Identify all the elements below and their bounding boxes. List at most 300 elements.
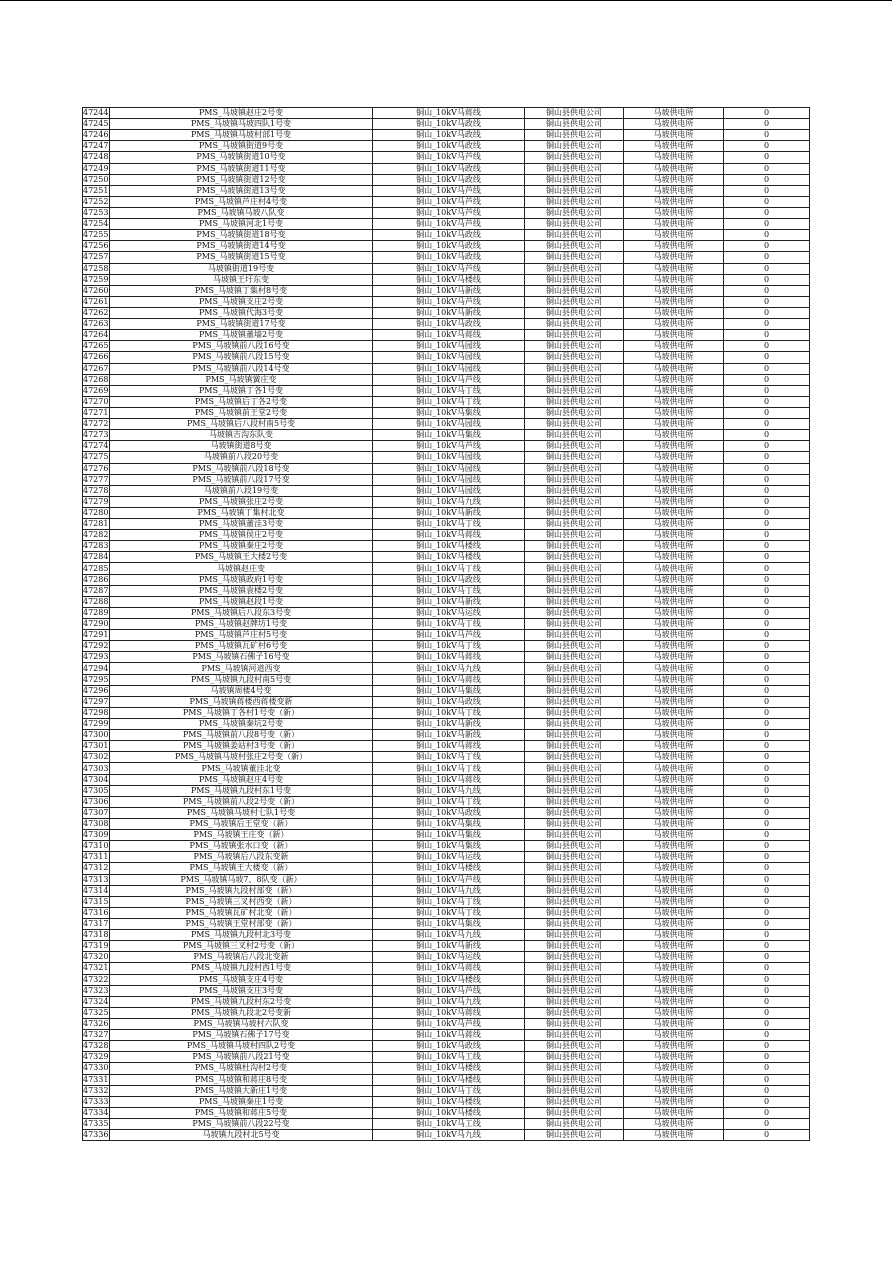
cell-value: 0 — [724, 285, 810, 296]
table-row — [83, 907, 810, 918]
cell-id: 47255 — [83, 230, 109, 240]
cell-line: 铜山_10kV马集线 — [373, 918, 525, 929]
table-row — [83, 885, 810, 896]
cell-name: PMS_马坡镇后丁各2号变 — [110, 396, 373, 407]
cell-name: 马坡镇街道19号变 — [110, 263, 373, 274]
cell-station: 马坡供电所 — [624, 352, 724, 363]
cell-company: 铜山县供电公司 — [525, 1041, 624, 1052]
cell-name: PMS_马坡镇九段村北3号变 — [110, 930, 373, 941]
cell-line: 铜山_10kV马蒋线 — [373, 1007, 525, 1018]
cell-name: PMS_马坡镇支庄4号变 — [110, 974, 373, 985]
cell-id: 47330 — [83, 1063, 109, 1073]
cell-id: 47325 — [83, 1007, 109, 1017]
table-row — [83, 707, 810, 718]
cell-value: 0 — [724, 1030, 810, 1041]
cell-id: 47335 — [83, 1119, 109, 1128]
table-row — [83, 852, 810, 863]
cell-name: PMS_马坡镇丁集村北变 — [110, 507, 373, 518]
cell-line: 铜山_10kV马楼线 — [373, 552, 525, 563]
cell-value: 0 — [724, 752, 810, 763]
cell-line: 铜山_10kV马芦线 — [373, 296, 525, 307]
cell-name: PMS_马坡镇大新庄1号变 — [110, 1085, 373, 1096]
cell-line: 铜山_10kV马政线 — [373, 174, 525, 185]
cell-station: 马坡供电所 — [624, 752, 724, 763]
cell-id: 47326 — [83, 1019, 109, 1029]
cell-company: 铜山县供电公司 — [525, 785, 624, 796]
cell-id: 47317 — [83, 919, 109, 929]
cell-station: 马坡供电所 — [624, 685, 724, 696]
cell-company: 铜山县供电公司 — [525, 119, 624, 130]
cell-line: 铜山_10kV马九线 — [373, 496, 525, 507]
table-row — [83, 941, 810, 952]
table-row — [83, 219, 810, 230]
cell-station: 马坡供电所 — [624, 596, 724, 607]
table-row — [83, 963, 810, 974]
table-row — [83, 685, 810, 696]
cell-station: 马坡供电所 — [624, 130, 724, 141]
cell-station: 马坡供电所 — [624, 196, 724, 207]
cell-company: 铜山县供电公司 — [525, 541, 624, 552]
cell-name: PMS_马坡镇和蒋庄5号变 — [110, 1107, 373, 1118]
cell-station: 马坡供电所 — [624, 763, 724, 774]
cell-company: 铜山县供电公司 — [525, 485, 624, 496]
cell-company: 铜山县供电公司 — [525, 952, 624, 963]
table-row — [83, 1118, 810, 1129]
cell-company: 铜山县供电公司 — [525, 685, 624, 696]
cell-station: 马坡供电所 — [624, 363, 724, 374]
table-row — [83, 674, 810, 685]
cell-value: 0 — [724, 363, 810, 374]
cell-value: 0 — [724, 163, 810, 174]
cell-name: PMS_马坡镇政府1号变 — [110, 574, 373, 585]
table-row — [83, 152, 810, 163]
cell-company: 铜山县供电公司 — [525, 230, 624, 241]
table-row — [83, 119, 810, 130]
cell-id: 47249 — [83, 163, 109, 173]
table-row — [83, 1085, 810, 1096]
table-row — [83, 307, 810, 318]
cell-line: 铜山_10kV马蒋线 — [373, 530, 525, 541]
cell-value: 0 — [724, 930, 810, 941]
cell-id: 47270 — [83, 396, 109, 406]
cell-id: 47316 — [83, 907, 109, 917]
cell-value: 0 — [724, 385, 810, 396]
cell-line: 铜山_10kV马新线 — [373, 507, 525, 518]
cell-station: 马坡供电所 — [624, 930, 724, 941]
table-row — [83, 630, 810, 641]
cell-company: 铜山县供电公司 — [525, 807, 624, 818]
cell-station: 马坡供电所 — [624, 952, 724, 963]
cell-station: 马坡供电所 — [624, 641, 724, 652]
cell-value: 0 — [724, 652, 810, 663]
cell-company: 铜山县供电公司 — [525, 152, 624, 163]
cell-company: 铜山县供电公司 — [525, 918, 624, 929]
table-row — [83, 274, 810, 285]
cell-company: 铜山县供电公司 — [525, 1096, 624, 1107]
cell-name: 马坡镇前八段20号变 — [110, 452, 373, 463]
cell-value: 0 — [724, 841, 810, 852]
cell-name: PMS_马坡镇前八段14号变 — [110, 363, 373, 374]
cell-value: 0 — [724, 985, 810, 996]
cell-id: 47271 — [83, 408, 109, 417]
cell-station: 马坡供电所 — [624, 574, 724, 585]
cell-name: PMS_马坡镇芦庄村5号变 — [110, 630, 373, 641]
cell-station: 马坡供电所 — [624, 463, 724, 474]
cell-company: 铜山县供电公司 — [525, 941, 624, 952]
cell-line: 铜山_10kV马园线 — [373, 352, 525, 363]
cell-id: 47268 — [83, 374, 109, 384]
cell-line: 铜山_10kV马芦线 — [373, 1018, 525, 1029]
cell-line: 铜山_10kV马园线 — [373, 419, 525, 430]
cell-name: PMS_马坡镇张水口变（新） — [110, 841, 373, 852]
cell-line: 铜山_10kV马楼线 — [373, 541, 525, 552]
table-row — [83, 341, 810, 352]
cell-value: 0 — [724, 563, 810, 574]
cell-line: 铜山_10kV马楼线 — [373, 974, 525, 985]
cell-id: 47253 — [83, 208, 109, 218]
cell-line: 铜山_10kV马丁线 — [373, 385, 525, 396]
cell-id: 47299 — [83, 719, 109, 729]
table-row — [83, 1052, 810, 1063]
cell-name: PMS_马坡镇赵庄4号变 — [110, 774, 373, 785]
cell-value: 0 — [724, 1074, 810, 1085]
cell-line: 铜山_10kV马政线 — [373, 696, 525, 707]
cell-line: 铜山_10kV马政线 — [373, 163, 525, 174]
cell-company: 铜山县供电公司 — [525, 719, 624, 730]
cell-company: 铜山县供电公司 — [525, 1085, 624, 1096]
cell-company: 铜山县供电公司 — [525, 752, 624, 763]
cell-company: 铜山县供电公司 — [525, 174, 624, 185]
cell-station: 马坡供电所 — [624, 1041, 724, 1052]
cell-station: 马坡供电所 — [624, 730, 724, 741]
table-row — [83, 1018, 810, 1029]
cell-line: 铜山_10kV马九线 — [373, 885, 525, 896]
cell-id: 47313 — [83, 874, 109, 884]
cell-value: 0 — [724, 341, 810, 352]
cell-id: 47266 — [83, 352, 109, 362]
cell-value: 0 — [724, 996, 810, 1007]
cell-company: 铜山县供电公司 — [525, 419, 624, 430]
cell-value: 0 — [724, 1130, 810, 1141]
table-row — [83, 1130, 810, 1141]
cell-name: PMS_马坡镇后八段村南5号变 — [110, 419, 373, 430]
cell-line: 铜山_10kV马工线 — [373, 1118, 525, 1129]
cell-station: 马坡供电所 — [624, 819, 724, 830]
table-row — [83, 1030, 810, 1041]
cell-name: PMS_马坡镇前八段22号变 — [110, 1118, 373, 1129]
cell-id: 47258 — [83, 263, 109, 273]
cell-value: 0 — [724, 596, 810, 607]
cell-station: 马坡供电所 — [624, 241, 724, 252]
cell-value: 0 — [724, 474, 810, 485]
table-row — [83, 252, 810, 263]
cell-company: 铜山县供电公司 — [525, 852, 624, 863]
cell-line: 铜山_10kV马九线 — [373, 996, 525, 1007]
cell-station: 马坡供电所 — [624, 741, 724, 752]
cell-station: 马坡供电所 — [624, 330, 724, 341]
cell-company: 铜山县供电公司 — [525, 396, 624, 407]
table-row — [83, 452, 810, 463]
table-row — [83, 163, 810, 174]
cell-value: 0 — [724, 696, 810, 707]
cell-id: 47323 — [83, 985, 109, 995]
cell-station: 马坡供电所 — [624, 119, 724, 130]
cell-value: 0 — [724, 830, 810, 841]
cell-line: 铜山_10kV马丁线 — [373, 707, 525, 718]
table-row — [83, 863, 810, 874]
cell-line: 铜山_10kV马集线 — [373, 685, 525, 696]
cell-value: 0 — [724, 274, 810, 285]
cell-station: 马坡供电所 — [624, 918, 724, 929]
cell-value: 0 — [724, 241, 810, 252]
cell-station: 马坡供电所 — [624, 507, 724, 518]
cell-line: 铜山_10kV马集线 — [373, 819, 525, 830]
cell-station: 马坡供电所 — [624, 1063, 724, 1074]
cell-name: PMS_马坡镇杜沟村2号变 — [110, 1063, 373, 1074]
cell-station: 马坡供电所 — [624, 707, 724, 718]
table-row — [83, 207, 810, 218]
table-row — [83, 363, 810, 374]
cell-name: PMS_马坡镇姜站村3号变（新） — [110, 741, 373, 752]
cell-name: PMS_马坡镇丁集村8号变 — [110, 285, 373, 296]
cell-id: 47294 — [83, 663, 109, 673]
cell-company: 铜山县供电公司 — [525, 307, 624, 318]
cell-id: 47272 — [83, 419, 109, 429]
cell-company: 铜山县供电公司 — [525, 430, 624, 441]
cell-name: PMS_马坡镇赵段1号变 — [110, 596, 373, 607]
cell-station: 马坡供电所 — [624, 219, 724, 230]
cell-id: 47264 — [83, 330, 109, 340]
table-row — [83, 974, 810, 985]
cell-name: PMS_马坡镇秦庄1号变 — [110, 1096, 373, 1107]
cell-station: 马坡供电所 — [624, 452, 724, 463]
table-row — [83, 319, 810, 330]
table-row — [83, 330, 810, 341]
cell-line: 铜山_10kV马芦线 — [373, 263, 525, 274]
table-row — [83, 763, 810, 774]
cell-id: 47307 — [83, 807, 109, 817]
cell-station: 马坡供电所 — [624, 974, 724, 985]
cell-name: PMS_马坡镇张庄2号变 — [110, 496, 373, 507]
cell-company: 铜山县供电公司 — [525, 896, 624, 907]
cell-station: 马坡供电所 — [624, 374, 724, 385]
cell-company: 铜山县供电公司 — [525, 296, 624, 307]
cell-station: 马坡供电所 — [624, 1018, 724, 1029]
cell-line: 铜山_10kV马丁线 — [373, 1085, 525, 1096]
table-row — [83, 485, 810, 496]
cell-value: 0 — [724, 963, 810, 974]
cell-line: 铜山_10kV马九线 — [373, 1130, 525, 1141]
table-row — [83, 719, 810, 730]
cell-id: 47295 — [83, 674, 109, 684]
cell-name: 马坡镇前八段19号变 — [110, 485, 373, 496]
cell-station: 马坡供电所 — [624, 607, 724, 618]
cell-name: PMS_马坡镇瓦矿村6号变 — [110, 641, 373, 652]
cell-name: PMS_马坡镇赵牌坊1号变 — [110, 619, 373, 630]
cell-value: 0 — [724, 419, 810, 430]
cell-value: 0 — [724, 1052, 810, 1063]
cell-value: 0 — [724, 885, 810, 896]
cell-value: 0 — [724, 785, 810, 796]
cell-name: PMS_马坡镇石佛子17号变 — [110, 1030, 373, 1041]
cell-line: 铜山_10kV马芦线 — [373, 185, 525, 196]
cell-line: 铜山_10kV马丁线 — [373, 896, 525, 907]
cell-station: 马坡供电所 — [624, 274, 724, 285]
cell-line: 铜山_10kV马楼线 — [373, 863, 525, 874]
cell-name: PMS_马坡镇街道17号变 — [110, 319, 373, 330]
cell-value: 0 — [724, 630, 810, 641]
cell-id: 47265 — [83, 341, 109, 351]
cell-company: 铜山县供电公司 — [525, 196, 624, 207]
cell-id: 47306 — [83, 796, 109, 806]
cell-id: 47308 — [83, 819, 109, 829]
cell-value: 0 — [724, 952, 810, 963]
cell-station: 马坡供电所 — [624, 1030, 724, 1041]
cell-line: 铜山_10kV马丁线 — [373, 907, 525, 918]
cell-line: 铜山_10kV马新线 — [373, 307, 525, 318]
cell-id: 47247 — [83, 141, 109, 151]
cell-station: 马坡供电所 — [624, 719, 724, 730]
cell-station: 马坡供电所 — [624, 1007, 724, 1018]
cell-value: 0 — [724, 330, 810, 341]
cell-id: 47252 — [83, 196, 109, 206]
cell-value: 0 — [724, 152, 810, 163]
table-row — [83, 352, 810, 363]
table-row — [83, 796, 810, 807]
cell-value: 0 — [724, 108, 810, 119]
cell-value: 0 — [724, 130, 810, 141]
cell-id: 47284 — [83, 552, 109, 562]
cell-id: 47248 — [83, 152, 109, 162]
table-row — [83, 985, 810, 996]
cell-company: 铜山县供电公司 — [525, 841, 624, 852]
cell-value: 0 — [724, 185, 810, 196]
table-row — [83, 819, 810, 830]
cell-value: 0 — [724, 207, 810, 218]
cell-id: 47331 — [83, 1074, 109, 1084]
table-row — [83, 441, 810, 452]
cell-line: 铜山_10kV马运线 — [373, 852, 525, 863]
cell-id: 47277 — [83, 474, 109, 484]
table-row — [83, 807, 810, 818]
table-row — [83, 741, 810, 752]
cell-value: 0 — [724, 774, 810, 785]
cell-company: 铜山县供电公司 — [525, 763, 624, 774]
cell-id: 47310 — [83, 841, 109, 851]
cell-line: 铜山_10kV马楼线 — [373, 1074, 525, 1085]
cell-line: 铜山_10kV马芦线 — [373, 630, 525, 641]
cell-value: 0 — [724, 174, 810, 185]
cell-name: 马坡镇赵庄变 — [110, 563, 373, 574]
cell-id: 47269 — [83, 385, 109, 395]
cell-id: 47288 — [83, 596, 109, 606]
cell-line: 铜山_10kV马丁线 — [373, 752, 525, 763]
cell-id: 47276 — [83, 463, 109, 473]
cell-station: 马坡供电所 — [624, 852, 724, 863]
cell-id: 47289 — [83, 607, 109, 617]
table-row — [83, 1063, 810, 1074]
cell-id: 47254 — [83, 219, 109, 229]
cell-station: 马坡供电所 — [624, 985, 724, 996]
cell-station: 马坡供电所 — [624, 530, 724, 541]
cell-station: 马坡供电所 — [624, 296, 724, 307]
table-row — [83, 774, 810, 785]
table-row — [83, 841, 810, 852]
cell-id: 47329 — [83, 1052, 109, 1062]
cell-station: 马坡供电所 — [624, 552, 724, 563]
cell-id: 47300 — [83, 730, 109, 740]
cell-id: 47321 — [83, 963, 109, 973]
cell-name: 马坡镇周楼4号变 — [110, 685, 373, 696]
cell-id: 47312 — [83, 863, 109, 873]
cell-name: PMS_马坡镇蒋楼西蒋楼变新 — [110, 696, 373, 707]
cell-station: 马坡供电所 — [624, 1118, 724, 1129]
cell-value: 0 — [724, 941, 810, 952]
cell-value: 0 — [724, 585, 810, 596]
cell-id: 47318 — [83, 930, 109, 940]
cell-company: 铜山县供电公司 — [525, 1018, 624, 1029]
cell-line: 铜山_10kV马园线 — [373, 341, 525, 352]
cell-line: 铜山_10kV马芦线 — [373, 219, 525, 230]
cell-station: 马坡供电所 — [624, 674, 724, 685]
table-row — [83, 896, 810, 907]
table-row — [83, 596, 810, 607]
cell-station: 马坡供电所 — [624, 830, 724, 841]
table-row — [83, 552, 810, 563]
cell-company: 铜山县供电公司 — [525, 263, 624, 274]
table-row — [83, 563, 810, 574]
cell-value: 0 — [724, 741, 810, 752]
cell-name: PMS_马坡镇和蒋庄8号变 — [110, 1074, 373, 1085]
table-row — [83, 141, 810, 152]
cell-station: 马坡供电所 — [624, 996, 724, 1007]
cell-value: 0 — [724, 574, 810, 585]
cell-name: PMS_马坡镇马坡村七队1号变 — [110, 807, 373, 818]
cell-value: 0 — [724, 196, 810, 207]
cell-value: 0 — [724, 852, 810, 863]
cell-id: 47292 — [83, 641, 109, 651]
table-row — [83, 1096, 810, 1107]
cell-name: PMS_马坡镇黉庄变 — [110, 374, 373, 385]
cell-name: PMS_马坡镇袁楼2号变 — [110, 585, 373, 596]
cell-company: 铜山县供电公司 — [525, 1118, 624, 1129]
cell-company: 铜山县供电公司 — [525, 474, 624, 485]
cell-id: 47328 — [83, 1041, 109, 1051]
cell-id: 47305 — [83, 785, 109, 795]
cell-value: 0 — [724, 219, 810, 230]
cell-value: 0 — [724, 1063, 810, 1074]
cell-id: 47296 — [83, 685, 109, 695]
table-row — [83, 1007, 810, 1018]
cell-station: 马坡供电所 — [624, 341, 724, 352]
cell-line: 铜山_10kV马政线 — [373, 1041, 525, 1052]
cell-company: 铜山县供电公司 — [525, 563, 624, 574]
cell-name: PMS_马坡镇芦庄村4号变 — [110, 196, 373, 207]
cell-company: 铜山县供电公司 — [525, 830, 624, 841]
cell-name: PMS_马坡镇代海3号变 — [110, 307, 373, 318]
table-row — [83, 752, 810, 763]
cell-company: 铜山县供电公司 — [525, 330, 624, 341]
table-row — [83, 607, 810, 618]
cell-id: 47261 — [83, 296, 109, 306]
cell-line: 铜山_10kV马园线 — [373, 474, 525, 485]
cell-company: 铜山县供电公司 — [525, 630, 624, 641]
cell-value: 0 — [724, 974, 810, 985]
cell-id: 47282 — [83, 530, 109, 540]
cell-name: PMS_马坡镇九段村东1号变 — [110, 785, 373, 796]
cell-name: PMS_马坡镇马坡村四队2号变 — [110, 1041, 373, 1052]
cell-line: 铜山_10kV马蒋线 — [373, 330, 525, 341]
